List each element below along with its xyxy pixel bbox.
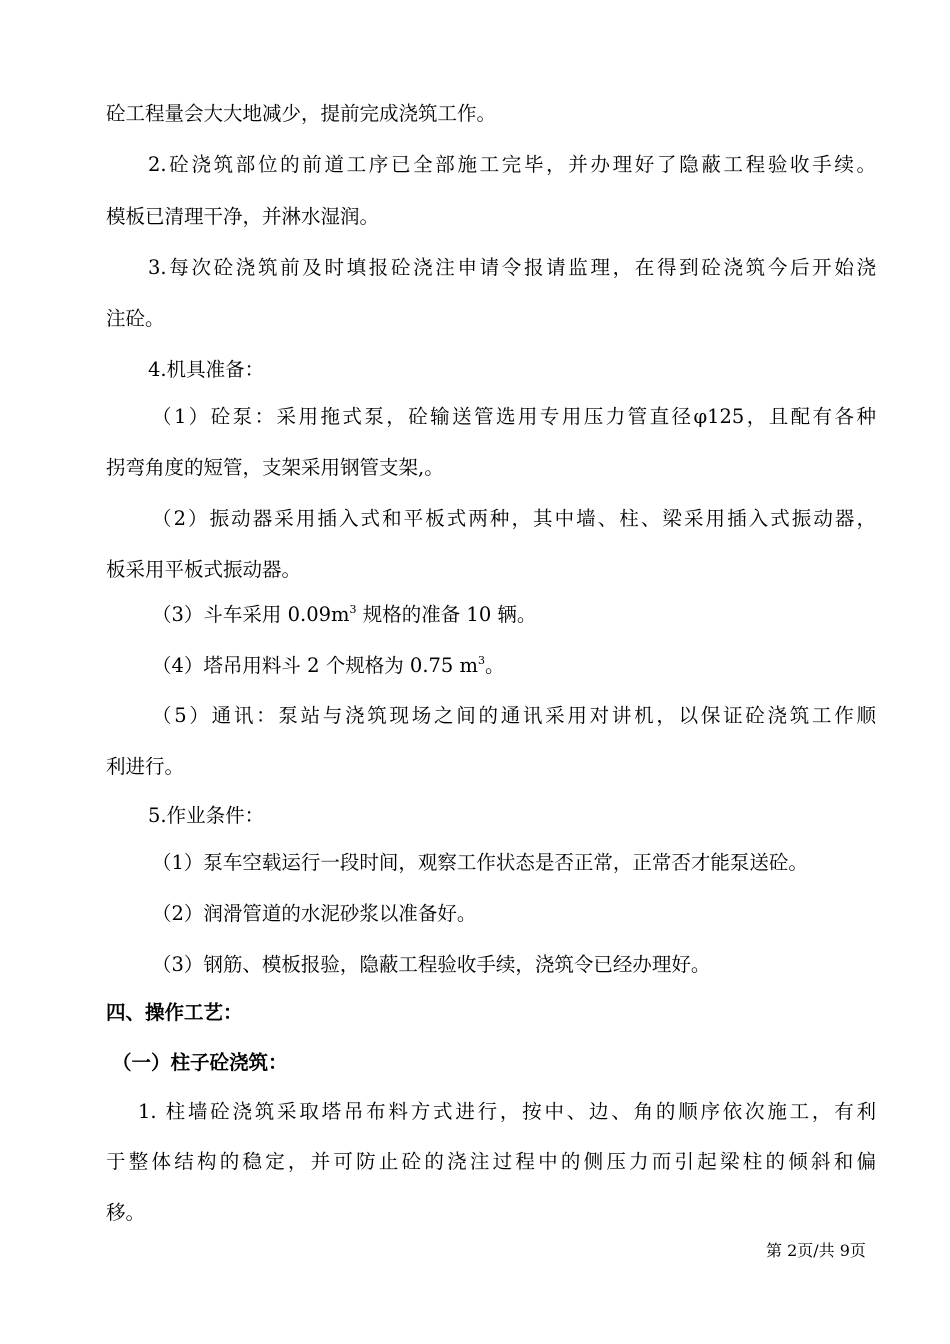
paragraph-line: [152, 651, 876, 681]
subsection-heading: （一）柱子砼浇筑：: [112, 1051, 288, 1074]
paragraph-line: （5）通讯：泵站与浇筑现场之间的通讯采用对讲机，以保证砼浇筑工作顺: [152, 704, 876, 727]
paragraph-line: 模板已清理干净，并淋水湿润。: [106, 205, 380, 228]
paragraph-line: 于整体结构的稳定，并可防止砼的浇注过程中的侧压力而引起梁柱的倾斜和偏: [106, 1150, 876, 1173]
paragraph-line: （1）泵车空载运行一段时间，观察工作状态是否正常，正常否才能泵送砼。: [152, 851, 808, 874]
paragraph-line: 注砼。: [106, 307, 165, 330]
text-span: 。: [485, 654, 505, 677]
paragraph-line: （1）砼泵：采用拖式泵，砼输送管选用专用压力管直径φ125，且配有各种: [152, 405, 876, 428]
paragraph-line: 移。: [106, 1201, 146, 1224]
superscript: 3: [349, 602, 357, 616]
page-number: 第 2页/共 9页: [766, 1241, 866, 1260]
section-heading: 5.作业条件：: [148, 804, 265, 827]
superscript: 3: [478, 653, 486, 667]
section-heading: 4.机具准备：: [148, 358, 265, 381]
paragraph-line: 砼工程量会大大地减少，提前完成浇筑工作。: [106, 102, 497, 125]
paragraph-line: 板采用平板式振动器。: [106, 558, 302, 581]
paragraph-line: 利进行。: [106, 755, 185, 778]
paragraph-line: 拐弯角度的短管，支架采用钢管支架,。: [106, 456, 444, 479]
paragraph-line: （3）钢筋、模板报验，隐蔽工程验收手续，浇筑令已经办理好。: [152, 953, 711, 976]
paragraph-line: 1. 柱墙砼浇筑采取塔吊布料方式进行，按中、边、角的顺序依次施工，有利: [138, 1100, 876, 1123]
paragraph-line: 2.砼浇筑部位的前道工序已全部施工完毕，并办理好了隐蔽工程验收手续。: [148, 153, 876, 176]
chapter-heading: 四、操作工艺：: [106, 1001, 243, 1024]
text-span: 规格的准备 10 辆。: [362, 603, 537, 626]
paragraph-line: 3.每次砼浇筑前及时填报砼浇注申请令报请监理，在得到砼浇筑今后开始浇: [148, 256, 876, 279]
paragraph-line: [152, 600, 876, 630]
paragraph-line: （2）振动器采用插入式和平板式两种，其中墙、柱、梁采用插入式振动器，: [152, 507, 876, 530]
text-span: （4）塔吊用料斗 2 个规格为 0.75 m: [152, 654, 479, 677]
text-span: （3）斗车采用 0.09m: [152, 603, 350, 626]
paragraph-line: （2）润滑管道的水泥砂浆以准备好。: [152, 902, 477, 925]
